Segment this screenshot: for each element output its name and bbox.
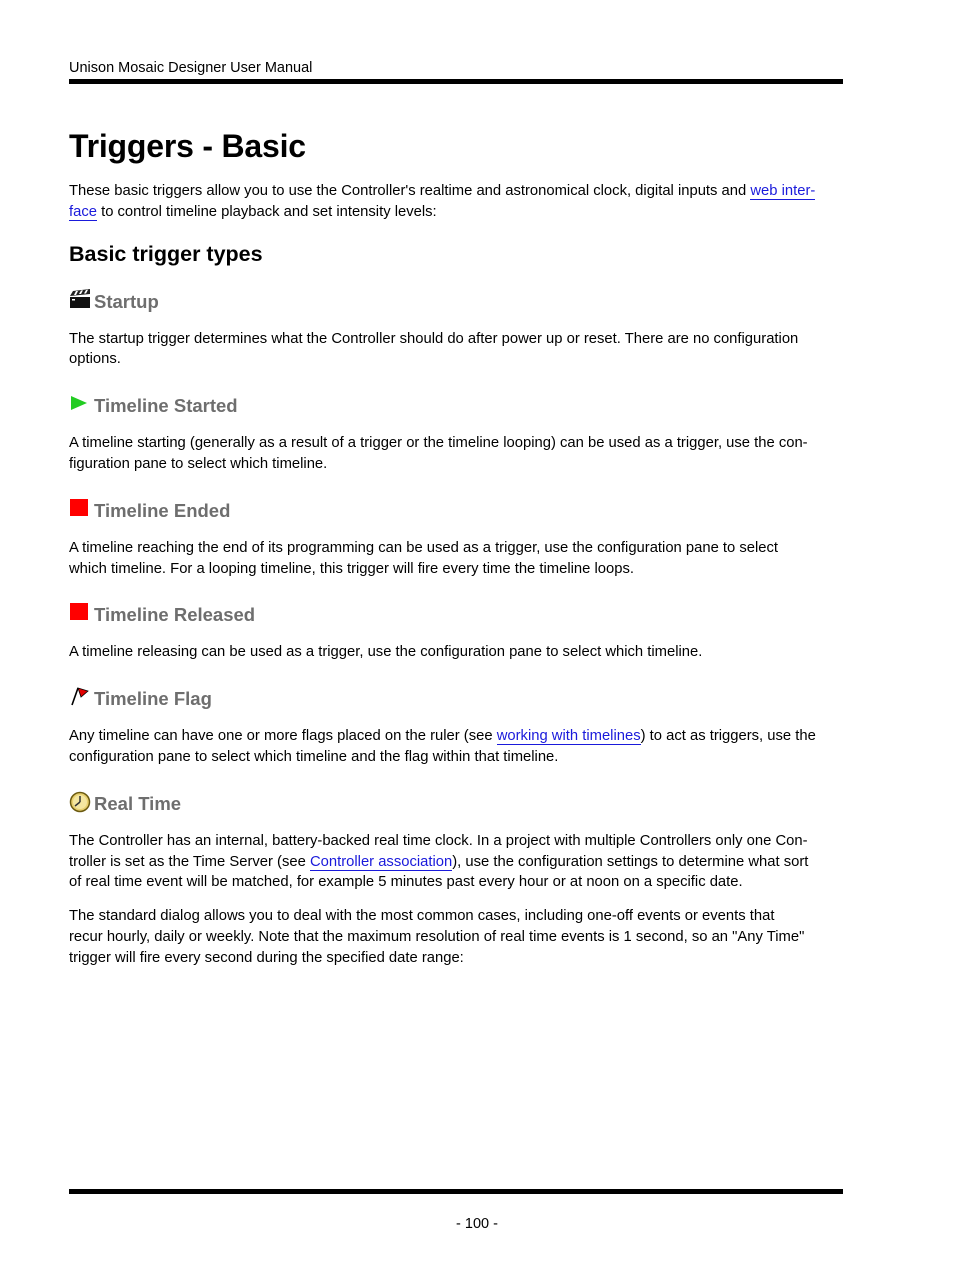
trigger-heading-timeline-flag [69, 686, 849, 712]
description-line: of real time event will be matched, for example 5 minutes past every hour or at noon on a specific date. [69, 874, 743, 891]
description-line: A timeline releasing can be used as a trigger, use the configuration pane to select which timeline. [69, 644, 703, 661]
page-content [69, 126, 849, 969]
red-flag-icon [69, 686, 91, 706]
description-line: The startup trigger determines what the Controller should do after power up or reset. There are no configuration [69, 330, 799, 347]
trigger-heading-timeline-started [69, 393, 849, 419]
red-square-icon [69, 498, 91, 518]
trigger-title: Timeline Started [94, 395, 238, 417]
description-line: trigger will fire every second during the specified date range: [69, 949, 464, 966]
description-text: ) to act as triggers, use the [640, 728, 816, 745]
trigger-description-startup [69, 329, 849, 371]
intro-paragraph [69, 181, 849, 223]
play-triangle-icon [69, 393, 91, 413]
description-line: recur hourly, daily or weekly. Note that the maximum resolution of real time events is 1 second, so an "Any Time" [69, 928, 805, 945]
intro-text-end: to control timeline playback and set intensity levels: [96, 203, 437, 220]
web-interface-link-continued[interactable]: face [69, 203, 97, 220]
trigger-title: Real Time [94, 792, 182, 814]
trigger-description-timeline-started [69, 433, 849, 475]
description-line: The standard dialog allows you to deal with the most common cases, including one-off events or events that [69, 908, 775, 925]
description-text: troller is set as the Time Server (see [69, 853, 310, 870]
description-line: figuration pane to select which timeline. [69, 455, 328, 472]
trigger-description-timeline-released [69, 642, 849, 663]
page-number: - 100 - [456, 1216, 498, 1232]
controller-association-link[interactable]: Controller association [309, 853, 453, 870]
trigger-description-timeline-flag [69, 726, 849, 768]
running-header: Unison Mosaic Designer User Manual [69, 60, 313, 76]
trigger-title: Startup [94, 290, 159, 312]
header-rule [69, 79, 843, 84]
intro-text: These basic triggers allow you to use the Controller's realtime and astronomical clock, digital inputs and [69, 183, 751, 199]
description-line: which timeline. For a looping timeline, this trigger will fire every time the timeline loops. [69, 560, 634, 577]
trigger-heading-real-time [69, 791, 849, 817]
working-with-timelines-link[interactable]: working with timelines [496, 728, 641, 745]
description-text: ), use the configuration settings to determine what sort [452, 853, 809, 870]
clapperboard-icon [69, 289, 91, 309]
clock-icon [69, 791, 91, 811]
description-line: A timeline reaching the end of its programming can be used as a trigger, use the configuration pane to select [69, 539, 779, 556]
trigger-heading-timeline-ended [69, 498, 849, 524]
trigger-heading-timeline-released [69, 602, 849, 628]
trigger-description-timeline-ended [69, 538, 849, 580]
description-line: options. [69, 351, 121, 368]
description-line: The Controller has an internal, battery-backed real time clock. In a project with multiple Controllers only one Con- [69, 832, 808, 849]
trigger-title: Timeline Flag [94, 688, 212, 710]
description-text: Any timeline can have one or more flags placed on the ruler (see [69, 728, 497, 745]
description-line: A timeline starting (generally as a result of a trigger or the timeline looping) can be used as a trigger, use the con- [69, 435, 808, 452]
trigger-title: Timeline Released [94, 604, 256, 626]
trigger-heading-startup [69, 289, 849, 315]
web-interface-link[interactable]: web inter- [750, 183, 816, 199]
description-line: configuration pane to select which timeline and the flag within that timeline. [69, 748, 559, 765]
trigger-description-real-time [69, 831, 849, 893]
trigger-title: Timeline Ended [94, 499, 231, 521]
real-time-dialog-paragraph [69, 906, 849, 968]
section-title: Basic trigger types [69, 241, 263, 266]
footer-rule [69, 1189, 843, 1194]
page-title: Triggers - Basic [69, 128, 306, 164]
red-square-icon [69, 602, 91, 622]
